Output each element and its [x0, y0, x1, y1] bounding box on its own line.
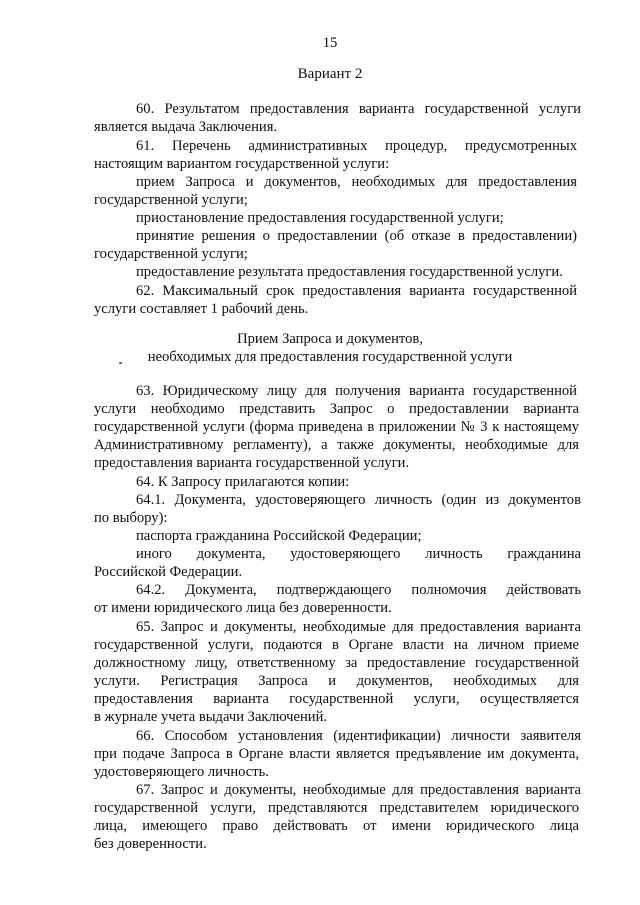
paragraph-line: паспорта гражданина Российской Федерации;: [136, 528, 422, 544]
paragraph-line: 65. Запрос и документы, необходимые для предоставления варианта: [136, 619, 581, 635]
section-title-line-2: необходимых для предоставления государственной услуги: [147, 349, 513, 365]
paragraph-line: при подаче Запроса в Органе власти является предъявление им документа,: [94, 746, 579, 762]
paragraph-line: предоставления варианта государственной услуги, осуществляется: [94, 691, 579, 707]
paragraph-line: удостоверяющего личность.: [94, 764, 269, 780]
paragraph-line: 64.1. Документа, удостоверяющего личность (один из документов: [136, 492, 581, 508]
paragraph-line: 64.2. Документа, подтверждающего полномочия действовать: [136, 582, 581, 598]
paragraph-line: государственной услуги (форма приведена в приложении № 3 к настоящему: [94, 419, 579, 435]
paragraph-line: услуги. Регистрация Запроса и документов, необходимых для: [94, 673, 579, 689]
paragraph-line: Российской Федерации.: [94, 564, 243, 580]
paragraph-line: 64. К Запросу прилагаются копии:: [136, 474, 350, 490]
paragraph-line: приостановление предоставления государственной услуги;: [136, 210, 504, 226]
page-number: 15: [322, 35, 338, 51]
paragraph-line: принятие решения о предоставлении (об отказе в предоставлении): [136, 228, 577, 244]
paragraph-line: прием Запроса и документов, необходимых для предоставления: [136, 174, 577, 190]
paragraph-line: настоящим вариантом государственной услуги:: [94, 156, 390, 172]
paragraph-line: в журнале учета выдачи Заключений.: [94, 709, 328, 725]
paragraph-line: 63. Юридическому лицу для получения варианта государственной: [136, 383, 577, 399]
paragraph-line: государственной услуги;: [94, 192, 248, 208]
paragraph-line: без доверенности.: [94, 836, 207, 852]
paragraph-line: предоставления варианта государственной услуги.: [94, 455, 410, 471]
paragraph-line: государственной услуги;: [94, 246, 248, 262]
paragraph-line: 60. Результатом предоставления варианта государственной услуги: [136, 101, 581, 117]
paragraph-line: должностному лицу, ответственному за предоставление государственной: [94, 655, 579, 671]
paragraph-line: государственной услуги, подаются в Органе власти на личном приеме: [94, 637, 579, 653]
paragraph-line: от имени юридического лица без доверенности.: [94, 600, 392, 616]
variant-heading: Вариант 2: [297, 66, 363, 82]
paragraph-line: 61. Перечень административных процедур, предусмотренных: [136, 138, 577, 154]
paragraph-line: государственной услуги, представляются представителем юридического: [94, 800, 579, 816]
paragraph-line: иного документа, удостоверяющего личность гражданина: [136, 546, 581, 562]
paragraph-line: 66. Способом установления (идентификации) личности заявителя: [136, 728, 581, 744]
section-title-line-1: Прием Запроса и документов,: [237, 331, 423, 347]
paragraph-line: является выдача Заключения.: [94, 119, 278, 135]
paragraph-line: Административному регламенту), а также документы, необходимые для: [94, 437, 579, 453]
paragraph-line: 62. Максимальный срок предоставления варианта государственной: [136, 283, 577, 299]
paragraph-line: лица, имеющего право действовать от имени юридического лица: [94, 818, 579, 834]
scan-mark: [119, 362, 122, 364]
paragraph-line: 67. Запрос и документы, необходимые для предоставления варианта: [136, 782, 581, 798]
paragraph-line: по выбору):: [94, 510, 168, 526]
paragraph-line: услуги необходимо представить Запрос о предоставлении варианта: [94, 401, 579, 417]
paragraph-line: услуги составляет 1 рабочий день.: [94, 301, 309, 317]
paragraph-line: предоставление результата предоставления государственной услуги.: [136, 264, 563, 280]
